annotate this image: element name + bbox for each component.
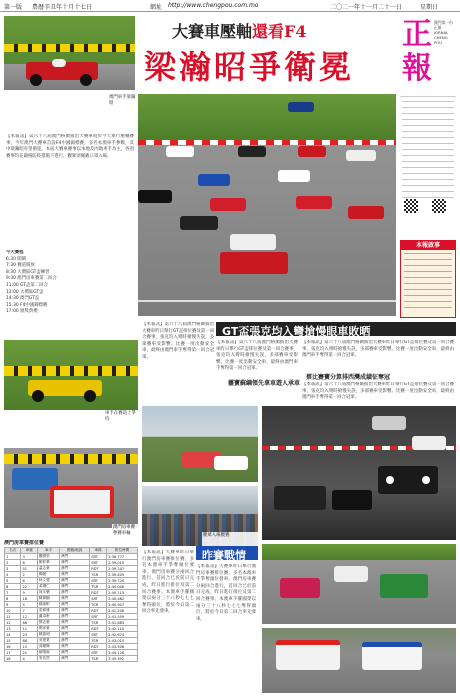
table-cell: 18 [5,656,21,662]
results-table [4,540,138,693]
table-cell: 6 [21,578,37,584]
table-cell: 2:42.674 [107,632,138,638]
race-car [198,174,230,186]
table-cell: 9 [5,602,21,608]
table-cell: 鄧志豪 [37,620,59,626]
bottom-headline: 昨賽戰情 [202,549,246,562]
table-cell: 11 [21,626,37,632]
table-cell: 16 [5,644,21,650]
table-cell: 盧卓軒 [37,614,59,620]
table-cell: 澳門 [60,602,90,608]
table-cell: 吳建業 [37,638,59,644]
gt-night-photo [262,406,456,540]
gt-headline: GT盃張克均入彎搶慢眼車敗晒 [222,325,371,338]
table-cell: 2:39.720 [107,578,138,584]
barrier [4,44,135,52]
header-cell: 車手 [37,548,59,554]
table-cell: 2:40.115 [107,590,138,596]
table-cell: 3 [21,554,37,560]
page-header [0,0,460,12]
table-cell: 澳門 [60,596,90,602]
table-cell: SRT [90,578,107,584]
table-cell: 5 [5,578,21,584]
schedule-item: 14:30 澳門GT盃 [6,296,40,302]
table-cell: 何永樂 [37,590,59,596]
table-cell: 15 [5,638,21,644]
results-grid [4,547,138,662]
table-cell: 澳門 [60,656,90,662]
table-cell: 7 [5,590,21,596]
top-story-body: 【本報訊】第六十八屆澳門格蘭披治大賽車將於今天舉行壓軸賽事，今年澳門大賽車首設F4中國錦標賽，多名本澳車手參戰，其中梁瀚昭有望衛冕。本屆大賽車賽事以本地及內地車手為主，各項賽事均在嚴格防疫措施下進行，觀眾須佩戴口罩入場。 [6,134,134,159]
site-label: 網址 [150,4,163,11]
verge [262,544,456,560]
table-cell: 17 [5,650,21,656]
table-cell: 2:41.883 [107,620,138,626]
table-row [5,656,138,662]
table-cell: 2:43.506 [107,644,138,650]
table-cell: SRT [90,596,107,602]
qr-code[interactable] [432,199,446,213]
kicker-a: 大賽車壓軸 [172,22,253,41]
table-cell: 温志豪 [37,566,59,572]
table-cell: 51 [21,566,37,572]
touring-car [334,566,368,582]
schedule-item: 13:00 大灣區GT盃 [6,289,44,295]
header-cell: 車隊 [90,548,107,554]
schedule-title: 今天賽程 [6,250,24,255]
f4-car-photo [4,16,135,90]
table-cell: 澳門 [60,554,90,560]
table-cell: SRT [90,632,107,638]
notice-title: 本報啟事 [401,241,455,250]
f4-car-cockpit [52,59,66,67]
f4-car-photo-2 [4,340,138,410]
table-cell: 2:38.777 [107,554,138,560]
hill-photo [142,406,258,482]
table-cell: TSR [90,656,107,662]
table-cell: RDT [90,608,107,614]
table-cell: 88 [21,638,37,644]
schedule-item: 9:30 澳門房車賽第二回合 [6,276,57,282]
gt-car [332,490,372,510]
table-cell: 2:41.206 [107,608,138,614]
headlight [386,476,394,484]
table-cell: 澳門 [60,566,90,572]
gt-car [372,416,406,430]
table-cell: 2:42.110 [107,626,138,632]
masthead-info-block [400,96,456,216]
table-cell: 8 [5,596,21,602]
table-cell: 澳門 [60,644,90,650]
table-cell: 1 [5,554,21,560]
table-cell: 8 [21,560,37,566]
gt-story-right-2: 【本報訊】第六十八屆澳門格蘭披治大賽車昨日舉行GT盃排位賽及第一回合賽事，張克均入彎時搶慢失誤，多部賽車受影響。比賽一度出動安全車，最終由澳門車手奪得第一回合冠軍。 [302,382,454,401]
race-car [138,190,172,203]
table-cell: TSR [90,620,107,626]
bottom-story-col2: 【本報訊】大賽車昨日舉行澳門房車賽排位賽，多名本澳車手爭奪頭位發車。澳門房車賽分兩回合進行，首回合已於前日完成，昨日進行排位及第二回合賽事。本澳車手羅國榮以兩分三十八秒七七七奪得頭位，將於今日第二回合率先發車。 [196,564,256,622]
table-cell: 23 [21,632,37,638]
table-cell: SRT [90,560,107,566]
touring-car [380,574,428,598]
race-car [288,102,314,112]
gt-subhead-a: 靈寶蘇綱領先拿車遊人承車 [228,380,301,387]
f4-photo-2-caption: 車手在賽道上爭持 [104,410,138,436]
header-cell: 名次 [5,548,21,554]
table-cell: 澳門 [60,590,90,596]
table-cell: 2:40.482 [107,596,138,602]
schedule-item: 6:30 開閘 [6,256,27,262]
f4-car-wheel [30,74,42,86]
race-car [230,234,276,250]
race-car [220,252,288,274]
schedule-item: 17:00 頒獎典禮 [6,309,38,315]
table-cell: 9 [21,590,37,596]
table-cell: 澳門 [60,638,90,644]
table-cell: 黃禮仁 [37,584,59,590]
gt-story-right: 【本報訊】第六十八屆澳門格蘭披治大賽車昨日舉行GT盃排位賽及第一回合賽事，張克均入彎時搶慢失誤，多部賽車受影響。比賽一度出動安全車，最終由澳門車手奪得第一回合冠軍。 [302,340,454,359]
masthead-info: 澳門第一份正報 JORNAL CHENG POU [434,20,453,45]
table-cell: 澳門 [60,572,90,578]
header-cell: 排位時間 [107,548,138,554]
table-cell: 66 [21,620,37,626]
touring-car-photo [4,448,138,528]
table-cell: 13 [5,626,21,632]
table-cell: 馮耀輝 [37,644,59,650]
headlight [422,476,430,484]
table-cell: 梁偉雄 [37,608,59,614]
masthead-title: 正報 [402,17,432,86]
schedule-item: 15:30 F4中國錦標賽 [6,302,48,308]
gt-story-mid: 【本報訊】第六十八屆澳門格蘭披治大賽車昨日舉行GT盃排位賽及第一回合賽事，張克均入彎時搶慢失誤，多部賽車受影響。比賽一度出動安全車，最終由澳門車手奪得第一回合冠軍。 [216,340,298,372]
table-cell: 2:41.559 [107,614,138,620]
race-car [180,216,218,230]
table-cell: 麥浩然 [37,656,59,662]
site-url[interactable]: http://www.chengpou.com.mo [168,2,259,9]
table-cell: 12 [5,620,21,626]
table-cell: 澳門 [60,632,90,638]
kicker-b: 還看F4 [252,22,307,41]
header-cell: 車號 [21,548,37,554]
table-cell: 15 [21,644,37,650]
table-cell: SRT [90,614,107,620]
table-cell: 林文強 [37,578,59,584]
weekday: 星期日 [420,4,439,11]
table-cell: 劉仲華 [37,560,59,566]
gt-car [274,486,326,510]
touring-car [276,640,340,670]
table-cell: 2 [5,560,21,566]
masthead-lines [402,101,454,201]
table-cell: 18 [21,596,37,602]
kicker [172,19,307,42]
table-cell: 7 [21,608,37,614]
touring-car [280,578,320,598]
gt-car [412,436,446,450]
table-cell: 2:39.247 [107,566,138,572]
table-cell: 澳門 [60,650,90,656]
schedule-item: 7:30 賽道開放 [6,263,35,269]
schedule-item: 8:30 大灣區GT盃練習 [6,269,50,275]
table-cell: 澳門 [60,578,90,584]
table-cell: 12 [21,614,37,620]
race-car [278,170,310,182]
race-car [346,150,376,161]
table-cell: 2:39.405 [107,572,138,578]
race-car [214,456,248,470]
table-cell: 21 [21,650,37,656]
race-car [298,146,326,157]
table-cell: TSR [90,602,107,608]
table-cell: 2:40.008 [107,584,138,590]
f4-car-wheel [80,74,92,86]
kerb [138,140,396,145]
notice-box [400,240,456,318]
table-cell: 4 [5,572,21,578]
table-cell: RDT [90,644,107,650]
table-cell: 2:43.015 [107,638,138,644]
table-cell: 14 [5,632,21,638]
barrier [4,366,138,376]
touring-photo-caption: 澳門房車賽參賽車輛 [112,524,138,542]
table-cell: 歐陽銳 [37,650,59,656]
table-cell: 2 [21,572,37,578]
table-cell: 羅國榮 [37,554,59,560]
table-cell: 楊駿 [37,572,59,578]
header-cell: 國籍/地區 [60,548,90,554]
table-cell: 2:44.128 [107,650,138,656]
table-cell: 5 [21,602,37,608]
table-cell: 陳嘉明 [37,632,59,638]
race-car [166,146,194,157]
f4-photo-caption: 澳門車手梁瀚昭 [108,94,138,132]
table-cell: 澳門 [60,584,90,590]
table-cell: 3 [5,566,21,572]
table-cell: SRT [90,554,107,560]
race-car [238,146,266,157]
schedule-item: 11:00 GT盃第二回合 [6,282,48,288]
table-cell: 澳門 [60,608,90,614]
track-line [138,300,396,302]
race-car [296,196,332,209]
table-cell: 澳門 [60,560,90,566]
f4-car-wheel [84,390,96,402]
page-number: 第一版 [4,4,23,11]
f4-race-photo [138,94,396,316]
verge [138,94,396,140]
crowd-caption: 觀眾入場觀賽 [202,532,258,546]
table-cell: 2:39.015 [107,560,138,566]
touring-race-photo [262,544,456,624]
notice-lines [404,253,452,313]
top-headline: 梁瀚昭爭衛冕 [144,48,355,86]
table-cell: 4 [21,656,37,662]
table-cell: 蘇維彬 [37,602,59,608]
gt-story-left: 【本報訊】第六十八屆澳門格蘭披治大賽車昨日舉行GT盃排位賽及第一回合賽事，張克均入彎時搶慢失誤，多部賽車受影響。比賽一度出動安全車，最終由澳門車手奪得第一回合冠軍。 [142,322,214,360]
f4-car-wheel [32,390,44,402]
qr-code[interactable] [404,199,418,213]
table-cell: 22 [21,584,37,590]
barrier [4,454,138,464]
table-cell: TSR [90,572,107,578]
table-cell: 鄭家豪 [37,626,59,632]
race-car [348,206,384,219]
issue-date: 二〇二一年十一月二十一日 [330,4,403,11]
table-cell: RDT [90,626,107,632]
touring-car [50,486,114,518]
bottom-story-col1: 【本報訊】大賽車昨日舉行澳門房車賽排位賽，多名本澳車手爭奪頭位發車。澳門房車賽分兩回合進行，首回合已於前日完成，昨日進行排位及第二回合賽事。本澳車手羅國榮以兩分三十八秒七七七奪得頭位，將於今日第二回合率先發車。 [142,550,194,615]
table-cell: 6 [5,584,21,590]
schedule-block [6,250,134,340]
gt-subhead-b: 蔡比賽寶分算排西灣成績征奪冠 [306,374,391,381]
lunar-date: 農曆辛丑年十月十七日 [32,4,93,11]
table-cell: 10 [5,608,21,614]
results-title: 澳門房車賽排位賽 [4,540,45,546]
table-cell: 澳門 [60,620,90,626]
table-cell: 澳門 [60,614,90,620]
table-cell: RDT [90,566,107,572]
race-car [210,198,246,211]
table-cell: 2:40.907 [107,602,138,608]
table-cell: 11 [5,614,21,620]
table-cell: 澳門 [60,626,90,632]
table-cell: TSR [90,638,107,644]
table-cell: TSR [90,584,107,590]
touring-race-photo-2 [262,628,456,693]
table-cell: RDT [90,590,107,596]
table-cell: SRT [90,650,107,656]
touring-car [362,642,422,670]
table-cell: 陳偉麒 [37,596,59,602]
table-cell: 2:45.392 [107,656,138,662]
